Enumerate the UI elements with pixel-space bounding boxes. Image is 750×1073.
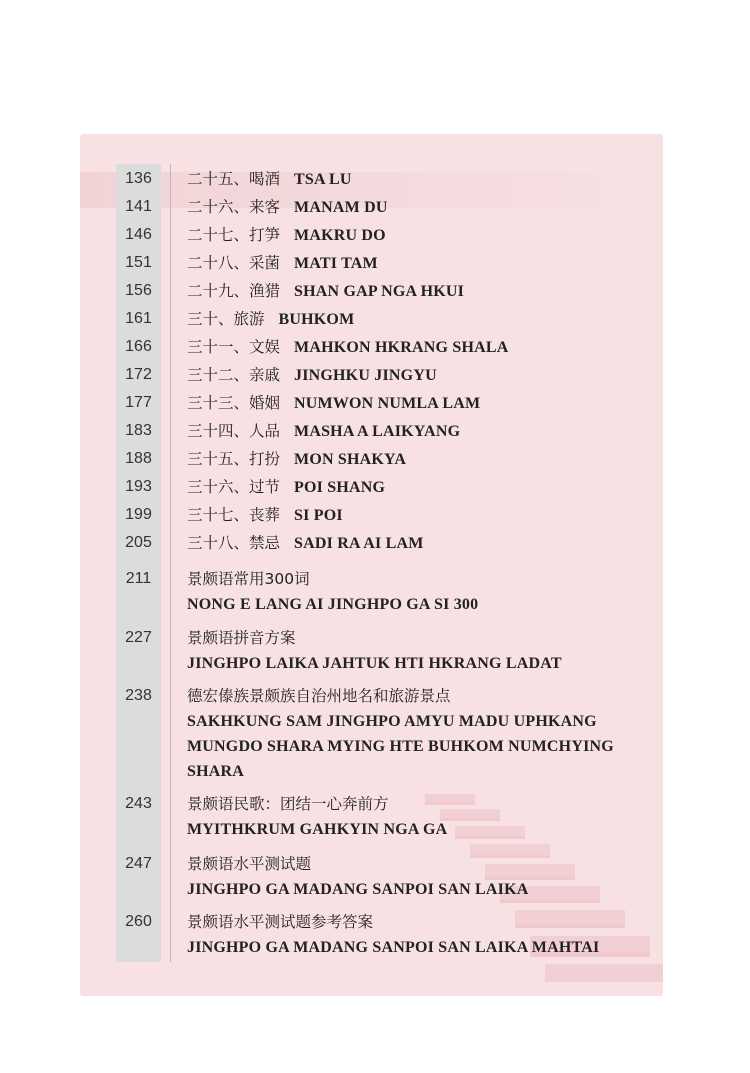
chapter-title-en: SADI RA AI LAM (294, 535, 424, 552)
page-number: 183 (125, 422, 152, 439)
page-number: 146 (125, 226, 152, 243)
chapter-title-zh: 三十七、丧葬 (187, 506, 281, 524)
chapter-title-zh: 二十八、采菌 (187, 254, 281, 272)
page-number: 188 (125, 450, 152, 467)
chapter-title-zh: 二十九、渔猎 (187, 282, 281, 300)
toc-panel (80, 134, 663, 996)
section-title-zh: 景颇语常用300词 (187, 570, 310, 588)
chapter-title-zh: 三十五、打扮 (187, 450, 281, 468)
page-number: 211 (125, 570, 152, 587)
section-title-en: SAKHKUNG SAM JINGHPO AMYU MADU UPHKANG MUNGDO SHARA MYING HTE BUHKOM NUMCHYING SHARA (187, 713, 614, 780)
chapter-title-en: MON SHAKYA (294, 451, 407, 468)
chapter-title-en: MATI TAM (294, 255, 378, 272)
chapter-title-en: BUHKOM (278, 311, 355, 328)
chapter-title-en: TSA LU (294, 171, 352, 188)
page-number: 247 (125, 855, 152, 872)
toc-entries (80, 134, 663, 996)
page-number: 156 (125, 282, 152, 299)
section-title-zh: 德宏傣族景颇族自治州地名和旅游景点 (187, 687, 451, 705)
section-title-en: NONG E LANG AI JINGHPO GA SI 300 (187, 596, 479, 613)
page-number: 243 (125, 795, 152, 812)
chapter-title-zh: 二十七、打笋 (187, 226, 281, 244)
chapter-title-zh: 三十八、禁忌 (187, 534, 281, 552)
page-number: 199 (125, 506, 152, 523)
chapter-title-en: SHAN GAP NGA HKUI (294, 283, 465, 300)
page-number: 151 (125, 254, 152, 271)
page-number: 177 (125, 394, 152, 411)
section-title-en: JINGHPO GA MADANG SANPOI SAN LAIKA MAHTAI (187, 939, 600, 956)
chapter-title-zh: 三十六、过节 (187, 478, 281, 496)
chapter-title-zh: 二十六、来客 (187, 198, 281, 216)
chapter-title-en: JINGHKU JINGYU (294, 367, 437, 384)
chapter-title-zh: 三十二、亲戚 (187, 366, 281, 384)
chapter-title-en: MASHA A LAIKYANG (294, 423, 461, 440)
page-number: 166 (125, 338, 152, 355)
section-title-zh: 景颇语拼音方案 (187, 629, 296, 647)
page-number: 238 (125, 687, 152, 704)
section-title-en: JINGHPO LAIKA JAHTUK HTI HKRANG LADAT (187, 655, 562, 672)
page-number: 136 (125, 170, 152, 187)
page-number: 193 (125, 478, 152, 495)
section-title-en: MYITHKRUM GAHKYIN NGA GA (187, 821, 448, 838)
chapter-title-zh: 三十四、人品 (187, 422, 281, 440)
chapter-title-zh: 三十一、文娱 (187, 338, 281, 356)
page-number: 205 (125, 534, 152, 551)
section-title-en: JINGHPO GA MADANG SANPOI SAN LAIKA (187, 881, 529, 898)
chapter-title-zh: 三十三、婚姻 (187, 394, 281, 412)
page-number: 161 (125, 310, 152, 327)
chapter-title-en: MAHKON HKRANG SHALA (294, 339, 509, 356)
page-number: 141 (125, 198, 152, 215)
chapter-title-en: SI POI (294, 507, 343, 524)
page-number: 227 (125, 629, 152, 646)
section-title-zh: 景颇语民歌：团结一心奔前方 (187, 795, 389, 813)
page-number: 172 (125, 366, 152, 383)
chapter-title-zh: 三十、旅游 (187, 310, 265, 328)
section-title-zh: 景颇语水平测试题参考答案 (187, 913, 374, 931)
chapter-title-en: MAKRU DO (294, 227, 386, 244)
chapter-title-zh: 二十五、喝酒 (187, 170, 281, 188)
chapter-title-en: MANAM DU (294, 199, 388, 216)
page-number: 260 (125, 913, 152, 930)
chapter-title-en: POI SHANG (294, 479, 386, 496)
section-title-zh: 景颇语水平测试题 (187, 855, 312, 873)
chapter-title-en: NUMWON NUMLA LAM (294, 395, 481, 412)
